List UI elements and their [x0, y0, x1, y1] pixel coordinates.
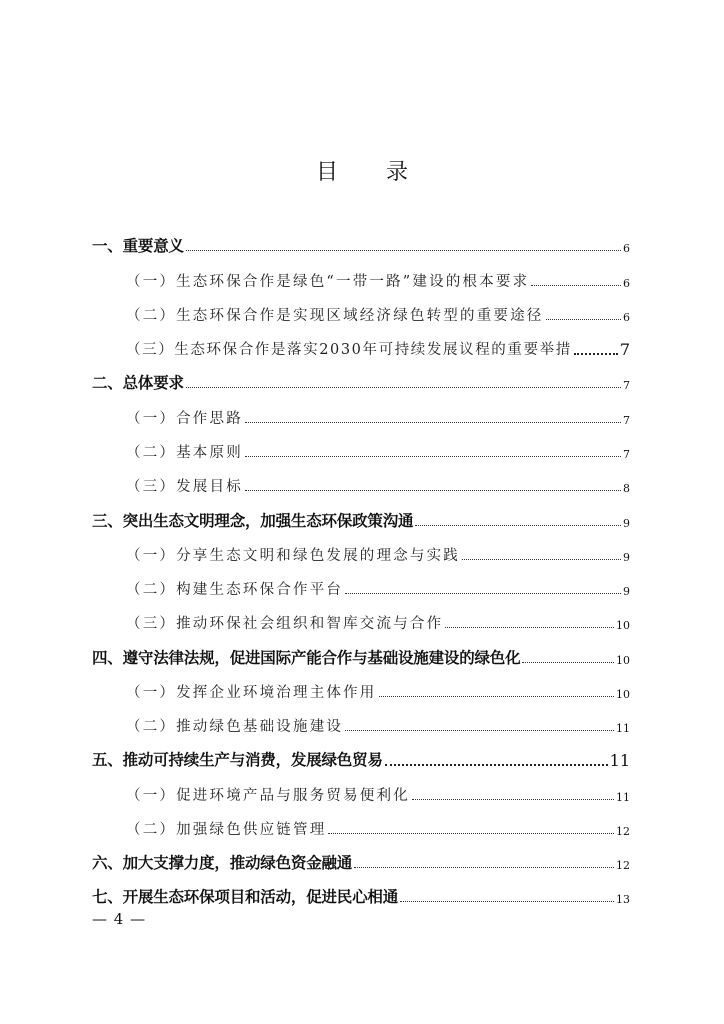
toc-entry[interactable]	[92, 746, 630, 770]
toc-entry[interactable]	[126, 712, 630, 736]
toc-page-number: 9	[623, 585, 630, 598]
toc-entry-text: （一）分享生态文明和绿色发展的理念与实践	[126, 548, 460, 564]
toc-page-number: 13	[616, 893, 630, 906]
toc-leader	[531, 285, 621, 286]
toc-entry[interactable]	[126, 335, 630, 359]
toc-entry[interactable]	[126, 781, 630, 805]
toc-entry[interactable]	[126, 815, 630, 839]
toc-leader	[462, 559, 621, 560]
toc-entry[interactable]	[92, 644, 630, 668]
toc-entry-text: 三、突出生态文明理念，加强生态环保政策沟通	[92, 512, 414, 530]
toc-title-char-2: 录	[386, 160, 409, 185]
toc-page-number: 8	[623, 482, 630, 495]
toc-entry-text: 二、总体要求	[92, 374, 184, 392]
toc-entry-text: 四、遵守法律法规，促进国际产能合作与基础设施建设的绿色化	[92, 649, 521, 667]
toc-entry-text: （二）基本原则	[126, 445, 243, 461]
toc-entry-text: （一）合作思路	[126, 411, 243, 427]
toc-page-number: 7	[619, 340, 630, 359]
toc-page-number: 10	[616, 688, 630, 701]
toc-leader	[415, 525, 621, 526]
toc-page-number: 6	[623, 311, 630, 324]
toc-entry[interactable]	[92, 507, 630, 531]
toc-entry[interactable]	[92, 232, 630, 256]
page-number-footer: — 4 —	[92, 910, 147, 928]
toc-entry-text: （一）促进环境产品与服务贸易便利化	[126, 788, 410, 804]
toc-title-char-1: 目	[315, 160, 338, 185]
toc-leader	[522, 662, 614, 663]
toc-leader	[345, 593, 621, 594]
toc-entry-text: （一）发挥企业环境治理主体作用	[126, 685, 377, 701]
toc-entry-text: 五、推动可持续生产与消费，发展绿色贸易	[92, 751, 383, 769]
toc-leader	[379, 696, 615, 697]
toc-entry[interactable]	[92, 369, 630, 393]
toc-entry[interactable]	[126, 609, 630, 633]
toc-leader	[445, 627, 614, 628]
toc-leader	[354, 867, 614, 868]
toc-leader	[412, 799, 614, 800]
toc-entry-text: （三）发展目标	[126, 479, 243, 495]
toc-entry[interactable]	[126, 541, 630, 565]
toc-page-number: 7	[623, 379, 630, 392]
toc-entry-text: （一）生态环保合作是绿色“一带一路”建设的根本要求	[126, 274, 530, 290]
toc-page-number: 10	[616, 619, 630, 632]
toc-page-number: 11	[616, 791, 630, 804]
toc-page-number: 6	[623, 242, 630, 255]
toc-entry[interactable]	[126, 404, 630, 428]
toc-entry[interactable]	[126, 472, 630, 496]
toc-entry-text: 七、开展生态环保项目和活动，促进民心相通	[92, 888, 399, 906]
toc-entry[interactable]	[126, 678, 630, 702]
toc-entry[interactable]	[92, 849, 630, 873]
toc-entry-text: （二）加强绿色供应链管理	[126, 822, 327, 838]
toc-entry[interactable]	[126, 267, 630, 291]
toc-leader	[400, 901, 614, 902]
toc-entry[interactable]	[126, 575, 630, 599]
toc-leader	[245, 456, 621, 457]
toc-entry-text: （三）推动环保社会组织和智库交流与合作	[126, 616, 444, 632]
toc-leader	[245, 490, 621, 491]
toc-entry[interactable]	[92, 883, 630, 907]
toc-page-number: 7	[623, 448, 630, 461]
toc-page-number: 11	[616, 722, 630, 735]
toc-entry-text: 六、加大支撑力度，推动绿色资金融通	[92, 854, 353, 872]
toc-entry[interactable]	[126, 438, 630, 462]
toc-page-number: 11	[609, 751, 630, 770]
toc-entry-text: （二）构建生态环保合作平台	[126, 582, 344, 598]
toc-leader	[574, 353, 618, 355]
toc-page-number: 6	[623, 277, 630, 290]
toc-page-number: 9	[623, 551, 630, 564]
toc-leader	[186, 387, 621, 388]
toc-leader	[245, 422, 621, 423]
toc-leader	[546, 319, 622, 320]
toc-entry[interactable]	[126, 301, 630, 325]
toc-page-number: 12	[616, 825, 630, 838]
toc-leader	[328, 833, 614, 834]
toc-page-number: 7	[623, 414, 630, 427]
toc-leader	[385, 764, 608, 766]
toc-title	[0, 155, 724, 186]
toc-entry-text: 一、重要意义	[92, 237, 184, 255]
toc-entry-text: （三）生态环保合作是落实2030年可持续发展议程的重要举措	[126, 342, 572, 358]
toc-entry-text: （二）推动绿色基础设施建设	[126, 719, 344, 735]
toc-leader	[186, 250, 621, 251]
toc-page-number: 9	[623, 517, 630, 530]
toc-leader	[345, 730, 614, 731]
toc-page-number: 12	[616, 859, 630, 872]
toc-page-number: 10	[616, 654, 630, 667]
toc-entry-text: （二）生态环保合作是实现区域经济绿色转型的重要途径	[126, 308, 544, 324]
